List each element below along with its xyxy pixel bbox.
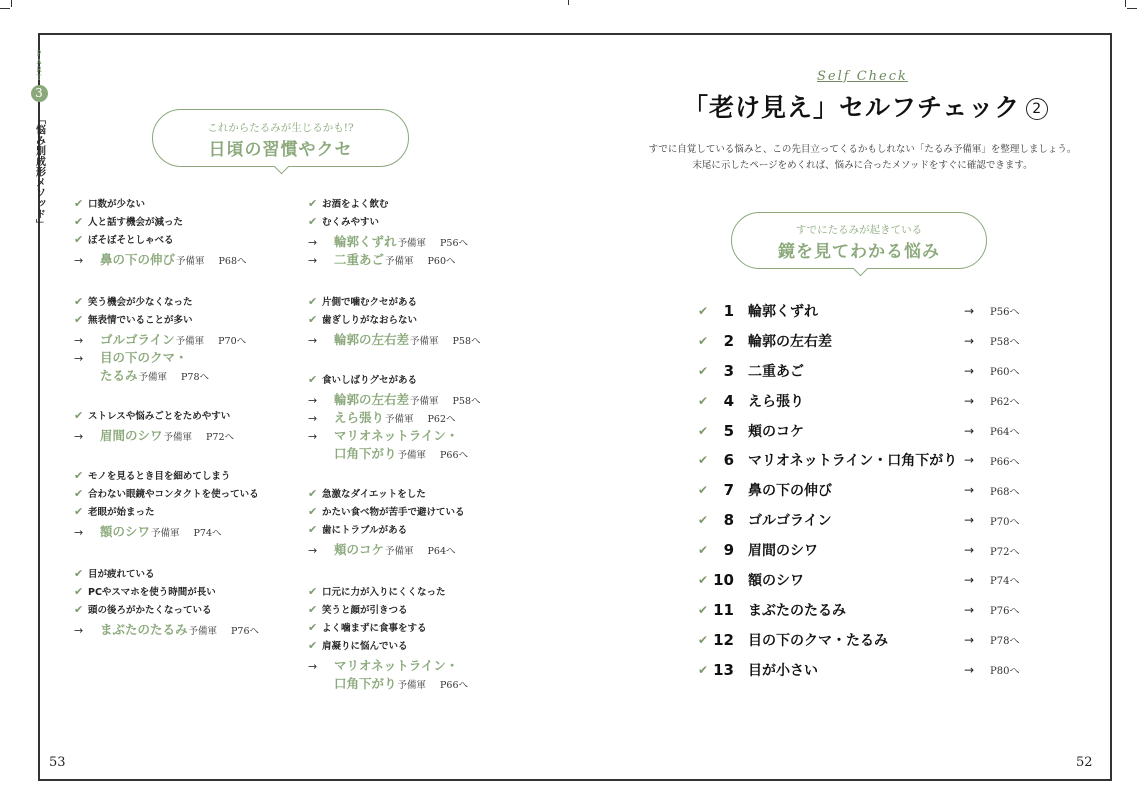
right-arrow-icon: → (964, 363, 975, 378)
symptom-row (698, 326, 1038, 356)
page-title-text: 「老け見え」セルフチェック (683, 93, 1021, 122)
reserve-label: 予備軍 (138, 372, 168, 383)
page-ref: P76へ (231, 626, 260, 637)
symptom-page: P68へ (990, 486, 1020, 498)
checkmark-icon: ✔ (74, 468, 84, 482)
symptom-number: 2 (723, 331, 734, 350)
symptom-page: P76へ (990, 606, 1020, 618)
result-body (334, 656, 468, 692)
result-name: 眉間のシワ (100, 428, 163, 443)
symptom-number: 1 (723, 301, 734, 320)
result-name: 鼻の下の伸び (100, 252, 176, 267)
symptom-row (698, 416, 1038, 446)
habit-text: 歯ぎしりがなおらない (322, 315, 418, 326)
checkmark-icon: ✔ (308, 504, 318, 518)
symptom-label: 額のシワ (748, 572, 804, 589)
result-name-line-2: たるみ (100, 368, 138, 383)
mirror-bubble-title: 鏡を見てわかる悩み (778, 242, 940, 262)
habit-check-item (308, 502, 538, 520)
symptom-number: 9 (723, 541, 734, 560)
checkmark-icon: ✔ (74, 214, 84, 228)
checkmark-icon: ✔ (74, 504, 84, 518)
habit-check-item (74, 212, 299, 230)
symptom-label: 輪郭くずれ (748, 303, 818, 320)
symptom-row (698, 595, 1038, 625)
reserve-label: 予備軍 (385, 546, 414, 557)
habit-text: 口元に力が入りにくくなった (322, 587, 446, 598)
right-arrow-icon: → (964, 543, 975, 558)
right-arrow-icon: → (308, 544, 318, 557)
page-ref: P78へ (181, 372, 210, 383)
symptom-page: P66へ (990, 456, 1020, 468)
habit-group (74, 292, 299, 384)
symptom-label: まぶたのたるみ (748, 602, 846, 619)
page-ref: P64へ (427, 546, 456, 557)
symptom-page: P62へ (990, 397, 1020, 409)
reserve-label: 予備軍 (397, 680, 427, 691)
symptom-page: P70へ (990, 516, 1020, 528)
habit-group (74, 406, 299, 444)
habit-group (308, 292, 538, 348)
part-number: 3 (31, 85, 48, 102)
habit-result (74, 426, 299, 444)
symptom-row (698, 505, 1038, 535)
right-arrow-icon: → (964, 303, 975, 318)
checkmark-icon: ✔ (308, 294, 318, 308)
habit-check-item (308, 292, 538, 310)
symptom-number: 4 (723, 391, 734, 410)
checkmark-icon: ✔ (308, 602, 318, 616)
symptom-number: 13 (713, 660, 734, 679)
habit-text: むくみやすい (322, 217, 380, 228)
checkmark-icon: ✔ (698, 602, 709, 617)
description (600, 142, 1125, 174)
checkmark-icon: ✔ (74, 566, 84, 580)
symptom-label: 眉間のシワ (748, 543, 818, 560)
result-name-line-2: 口角下がり (334, 446, 397, 461)
reserve-label: 予備軍 (410, 396, 439, 407)
right-arrow-icon: → (74, 526, 84, 539)
habit-result (308, 390, 538, 408)
habit-result (74, 522, 299, 540)
checkmark-icon: ✔ (308, 312, 318, 326)
page-ref: P56へ (440, 238, 469, 249)
symptom-page: P60へ (990, 367, 1020, 379)
result-name: マリオネットライン・ (334, 658, 459, 673)
page-title (683, 88, 1048, 124)
habit-check-item (74, 502, 299, 520)
page-ref: P66へ (440, 450, 469, 461)
symptom-list (698, 296, 1038, 685)
habit-result (308, 330, 538, 348)
result-body (100, 348, 209, 384)
habit-group (74, 466, 299, 540)
habit-text: 肩凝りに悩んでいる (322, 641, 408, 652)
checkmark-icon: ✔ (74, 486, 84, 500)
page-ref: P70へ (218, 336, 247, 347)
habit-text: 急激なダイエットをした (322, 489, 426, 500)
habit-check-item (74, 484, 299, 502)
result-body (334, 426, 468, 462)
result-body (334, 232, 468, 250)
mirror-bubble-sub: すでにたるみが起きている (795, 224, 923, 236)
checkmark-icon: ✔ (698, 543, 709, 558)
habits-bubble (152, 109, 409, 167)
habit-check-item (74, 292, 299, 310)
symptom-label: マリオネットライン・口角下がり (748, 453, 958, 470)
right-arrow-icon: → (74, 254, 84, 267)
result-name-line-2: 口角下がり (334, 676, 397, 691)
checkmark-icon: ✔ (308, 584, 318, 598)
result-body (100, 426, 234, 444)
habit-check-item (308, 582, 538, 600)
habit-check-item (74, 564, 299, 582)
symptom-row (698, 625, 1038, 655)
page-number-right: 52 (1076, 755, 1093, 770)
symptom-number: 8 (723, 511, 734, 530)
symptom-row (698, 535, 1038, 565)
checkmark-icon: ✔ (74, 312, 84, 326)
symptom-label: 目の下のクマ・たるみ (748, 632, 888, 649)
habit-group (308, 582, 538, 692)
checkmark-icon: ✔ (308, 214, 318, 228)
page-ref: P68へ (218, 256, 247, 267)
right-arrow-icon: → (308, 660, 318, 673)
reserve-label: 予備軍 (163, 432, 193, 443)
reserve-label: 予備軍 (397, 238, 427, 249)
description-line-1: すでに自覚している悩みと、この先目立ってくるかもしれない「たるみ予備軍」を整理しましょう。 (648, 144, 1077, 155)
symptom-number: 12 (713, 630, 734, 649)
right-arrow-icon: → (308, 430, 318, 443)
symptom-row (698, 445, 1038, 475)
habit-text: お酒をよく飲む (322, 199, 389, 210)
symptom-number: 3 (723, 361, 734, 380)
crop-mark-right (1127, 8, 1137, 9)
right-arrow-icon: → (308, 334, 318, 347)
part-label: P A R T (36, 50, 42, 82)
habit-check-item (74, 310, 299, 328)
checkmark-icon: ✔ (698, 572, 709, 587)
right-arrow-icon: → (964, 453, 975, 468)
checkmark-icon: ✔ (308, 372, 318, 386)
checkmark-icon: ✔ (308, 638, 318, 652)
symptom-page: P64へ (990, 427, 1020, 438)
right-arrow-icon: → (964, 662, 975, 677)
symptom-page: P80へ (990, 666, 1020, 678)
habit-result (74, 620, 299, 638)
right-arrow-icon: → (964, 423, 975, 438)
checkmark-icon: ✔ (308, 486, 318, 500)
habit-text: 人と話す機会が減った (88, 217, 184, 228)
self-check-label: Self Check (817, 69, 908, 84)
reserve-label: 予備軍 (151, 528, 180, 539)
habit-result (308, 426, 538, 462)
checkmark-icon: ✔ (698, 513, 709, 528)
habits-column-1 (74, 194, 299, 638)
symptom-label: 輪郭の左右差 (748, 333, 832, 350)
result-name: ゴルゴライン (100, 332, 175, 347)
result-body (334, 330, 481, 348)
right-arrow-icon: → (308, 236, 318, 249)
result-body (100, 330, 246, 348)
reserve-label: 予備軍 (397, 450, 427, 461)
habit-text: 無表情でいることが多い (88, 315, 193, 326)
reserve-label: 予備軍 (176, 256, 205, 267)
right-arrow-icon: → (308, 394, 318, 407)
habit-check-item (308, 484, 538, 502)
habit-text: 老眼が始まった (88, 507, 155, 518)
symptom-page: P56へ (990, 307, 1020, 319)
habit-group (308, 370, 538, 462)
habit-text: PCやスマホを使う時間が長い (88, 587, 216, 598)
habit-result (308, 656, 538, 692)
result-body (100, 250, 247, 268)
habit-check-item (74, 230, 299, 248)
symptom-number: 10 (713, 570, 734, 589)
right-arrow-icon: → (964, 572, 975, 587)
habit-check-item (308, 370, 538, 388)
habit-group (308, 194, 538, 268)
habit-text: モノを見るとき目を細めてしまう (88, 471, 231, 482)
habit-result (308, 540, 538, 558)
habit-check-item (308, 600, 538, 618)
right-arrow-icon: → (964, 333, 975, 348)
habit-text: 笑う機会が少なくなった (88, 297, 193, 308)
result-name: 頬のコケ (334, 542, 385, 557)
result-name: まぶたのたるみ (100, 622, 188, 637)
habit-result (308, 408, 538, 426)
symptom-label: 頬のコケ (748, 423, 804, 440)
page-ref: P62へ (427, 414, 456, 425)
habit-text: 目が疲れている (88, 569, 155, 580)
habit-text: ストレスや悩みごとをためやすい (88, 411, 231, 422)
right-arrow-icon: → (308, 254, 318, 267)
habits-bubble-sub: これからたるみが生じるかも!? (207, 122, 354, 134)
right-arrow-icon: → (74, 334, 84, 347)
symptom-label: 二重あご (748, 363, 804, 380)
checkmark-icon: ✔ (74, 294, 84, 308)
habit-text: よく噛まずに食事をする (322, 623, 427, 634)
result-name: マリオネットライン・ (334, 428, 459, 443)
reserve-label: 予備軍 (410, 336, 439, 347)
habit-group (308, 484, 538, 558)
symptom-number: 7 (723, 481, 734, 500)
symptom-page: P72へ (990, 546, 1020, 558)
habit-check-item (74, 466, 299, 484)
habit-check-item (308, 618, 538, 636)
checkmark-icon: ✔ (74, 584, 84, 598)
mirror-bubble (731, 212, 987, 269)
checkmark-icon: ✔ (698, 363, 709, 378)
right-arrow-icon: → (308, 412, 318, 425)
result-name: 目の下のクマ・ (100, 350, 188, 365)
checkmark-icon: ✔ (698, 303, 709, 318)
symptom-page: P78へ (990, 636, 1020, 648)
habit-check-item (308, 310, 538, 328)
crop-mark-left (0, 8, 10, 9)
right-arrow-icon: → (964, 602, 975, 617)
habit-check-item (308, 520, 538, 538)
habit-result (308, 232, 538, 250)
symptom-label: 鼻の下の伸び (748, 483, 832, 500)
crop-mark-right-v (1125, 0, 1126, 7)
page-ref: P58へ (452, 336, 481, 347)
habit-text: 口数が少ない (88, 199, 146, 210)
habits-bubble-title: 日頃の習慣やクセ (208, 140, 353, 160)
page-ref: P58へ (452, 396, 481, 407)
habit-text: かたい食べ物が苦手で避けている (322, 507, 465, 518)
result-name: 二重あご (334, 252, 385, 267)
symptom-number: 6 (723, 451, 734, 470)
result-body (100, 522, 222, 540)
result-body (100, 620, 259, 638)
habit-text: ぼそぼそとしゃべる (88, 235, 174, 246)
right-arrow-icon: → (74, 430, 84, 443)
habit-text: 歯にトラブルがある (322, 525, 408, 536)
symptom-number: 5 (723, 421, 734, 440)
chapter-rule (39, 236, 40, 258)
reserve-label: 予備軍 (385, 256, 414, 267)
result-body (334, 390, 481, 408)
symptom-row (698, 386, 1038, 416)
page-ref: P66へ (440, 680, 469, 691)
symptom-row (698, 655, 1038, 685)
habit-text: 片側で噛むクセがある (322, 297, 418, 308)
habit-check-item (74, 582, 299, 600)
right-arrow-icon: → (964, 513, 975, 528)
checkmark-icon: ✔ (698, 632, 709, 647)
side-tab (29, 50, 49, 258)
habit-result (74, 250, 299, 268)
checkmark-icon: ✔ (698, 662, 709, 677)
reserve-label: 予備軍 (188, 626, 218, 637)
right-arrow-icon: → (964, 483, 975, 498)
habit-check-item (308, 194, 538, 212)
page-number-left: 53 (49, 755, 66, 770)
reserve-label: 予備軍 (175, 336, 205, 347)
symptom-label: えら張り (748, 393, 804, 410)
habit-result (74, 348, 299, 384)
symptom-row (698, 296, 1038, 326)
crop-mark-left-v (11, 0, 12, 7)
result-name: 額のシワ (100, 524, 151, 539)
symptom-row (698, 475, 1038, 505)
habit-group (74, 564, 299, 638)
habit-text: 食いしばりグセがある (322, 375, 418, 386)
habit-text: 笑うと顔が引きつる (322, 605, 408, 616)
symptom-row (698, 356, 1038, 386)
result-body (334, 408, 456, 426)
result-name: 輪郭の左右差 (334, 392, 410, 407)
crop-mark-center (568, 0, 569, 5)
page-ref: P74へ (193, 528, 222, 539)
result-name: えら張り (334, 410, 385, 425)
symptom-label: 目が小さい (748, 662, 818, 679)
result-name: 輪郭の左右差 (334, 332, 410, 347)
checkmark-icon: ✔ (698, 453, 709, 468)
habit-text: 合わない眼鏡やコンタクトを使っている (88, 489, 259, 500)
habit-result (308, 250, 538, 268)
habit-check-item (74, 406, 299, 424)
page-ref: P72へ (206, 432, 235, 443)
habit-check-item (308, 212, 538, 230)
reserve-label: 予備軍 (385, 414, 414, 425)
right-arrow-icon: → (964, 632, 975, 647)
title-number: 2 (1026, 98, 1048, 120)
result-body (334, 250, 456, 268)
page-ref: P60へ (427, 256, 456, 267)
checkmark-icon: ✔ (698, 483, 709, 498)
checkmark-icon: ✔ (308, 196, 318, 210)
habit-check-item (308, 636, 538, 654)
description-line-2: 末尾に示したページをめくれば、悩みに合ったメソッドをすぐに確認できます。 (692, 160, 1033, 171)
habit-check-item (74, 194, 299, 212)
checkmark-icon: ✔ (698, 333, 709, 348)
chapter-title: 「悩み別成形メソッド」 (33, 114, 45, 230)
checkmark-icon: ✔ (308, 620, 318, 634)
habits-column-2 (308, 194, 538, 692)
result-name: 輪郭くずれ (334, 234, 397, 249)
habit-text: 頭の後ろがかたくなっている (88, 605, 212, 616)
result-body (334, 540, 456, 558)
checkmark-icon: ✔ (698, 393, 709, 408)
right-arrow-icon: → (74, 352, 84, 365)
checkmark-icon: ✔ (74, 232, 84, 246)
checkmark-icon: ✔ (698, 423, 709, 438)
symptom-label: ゴルゴライン (748, 513, 832, 530)
checkmark-icon: ✔ (308, 522, 318, 536)
right-arrow-icon: → (964, 393, 975, 408)
checkmark-icon: ✔ (74, 408, 84, 422)
right-arrow-icon: → (74, 624, 84, 637)
symptom-number: 11 (713, 600, 734, 619)
habit-check-item (74, 600, 299, 618)
symptom-row (698, 565, 1038, 595)
habit-result (74, 330, 299, 348)
checkmark-icon: ✔ (74, 196, 84, 210)
checkmark-icon: ✔ (74, 602, 84, 616)
symptom-page: P74へ (990, 576, 1020, 588)
habit-group (74, 194, 299, 268)
symptom-page: P58へ (990, 337, 1020, 349)
